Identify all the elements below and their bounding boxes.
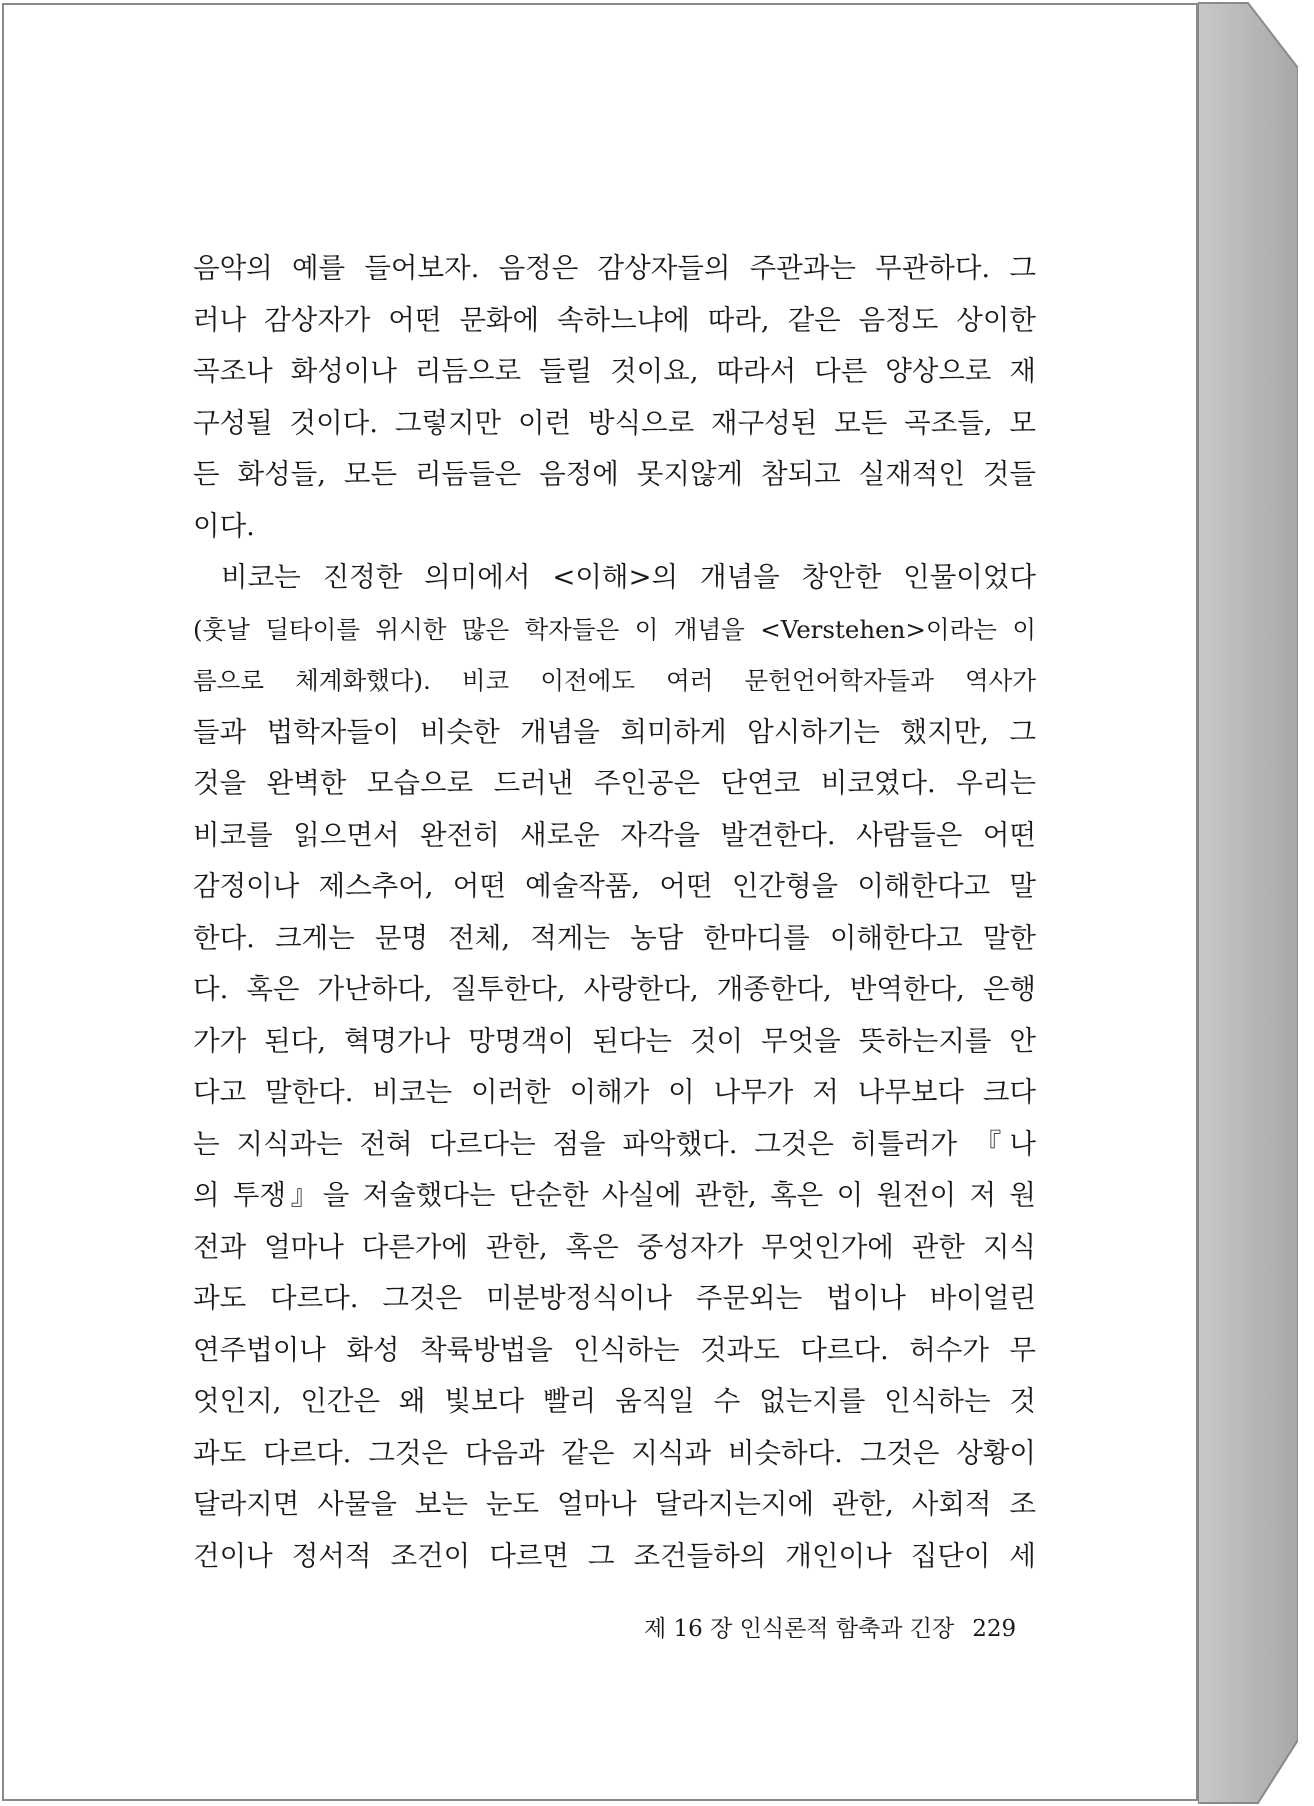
page-number: 229 <box>972 1616 1017 1642</box>
text-line: 비코를 읽으면서 완전히 새로운 자각을 발견한다. 사람들은 어떤 <box>193 818 1036 851</box>
text-line: 건이나 정서적 조건이 다르면 그 조건들하의 개인이나 집단이 세 <box>193 1539 1036 1572</box>
paragraph <box>193 243 1036 552</box>
text-line: 름으로 체계화했다). 비코 이전에도 여러 문헌언어학자들과 역사가 <box>193 666 1036 695</box>
text-line: 곡조나 화성이나 리듬으로 들릴 것이요, 따라서 다른 양상으로 재 <box>193 355 1036 387</box>
paragraph <box>193 552 1036 1582</box>
text-line: 가가 된다, 혁명가나 망명객이 된다는 것이 무엇을 뜻하는지를 안 <box>193 1024 1036 1057</box>
text-line: 달라지면 사물을 보는 눈도 얼마나 달라지는지에 관한, 사회적 조 <box>193 1488 1036 1520</box>
book-spine-edge <box>1198 0 1298 1806</box>
text-line: 과도 다르다. 그것은 미분방정식이나 주문외는 법이나 바이얼린 <box>193 1282 1036 1314</box>
chapter-title: 제 16 장 인식론적 함축과 긴장 <box>644 1616 955 1642</box>
text-line: 들과 법학자들이 비슷한 개념을 희미하게 암시하기는 했지만, 그 <box>193 715 1036 748</box>
book-edge-shape <box>1198 0 1298 1806</box>
text-line: 다. 혹은 가난하다, 질투한다, 사랑한다, 개종한다, 반역한다, 은행 <box>193 973 1036 1005</box>
text-line: 의 투쟁』을 저술했다는 단순한 사실에 관한, 혹은 이 원전이 저 원 <box>193 1179 1036 1211</box>
text-line: 연주법이나 화성 착륙방법을 인식하는 것과도 다르다. 허수가 무 <box>193 1333 1036 1366</box>
text-line: 것을 완벽한 모습으로 드러낸 주인공은 단연코 비코였다. 우리는 <box>193 767 1036 799</box>
text-line: 는 지식과는 전혀 다르다는 점을 파악했다. 그것은 히틀러가 『나 <box>193 1127 1036 1160</box>
text-line: 다고 말한다. 비코는 이러한 이해가 이 나무가 저 나무보다 크다 <box>193 1076 1036 1108</box>
text-line: 비코는 진정한 의미에서 <이해>의 개념을 창안한 인물이었다 <box>221 561 1036 593</box>
text-line: 이다. <box>193 509 255 542</box>
text-line: 음악의 예를 들어보자. 음정은 감상자들의 주관과는 무관하다. 그 <box>193 252 1036 284</box>
page-sheet <box>2 3 1198 1801</box>
body-text <box>193 243 1036 1582</box>
text-line: 한다. 크게는 문명 전체, 적게는 농담 한마디를 이해한다고 말한 <box>193 921 1036 954</box>
text-line: 러나 감상자가 어떤 문화에 속하느냐에 따라, 같은 음정도 상이한 <box>193 303 1036 336</box>
text-line: 엇인지, 인간은 왜 빛보다 빨리 움직일 수 없는지를 인식하는 것 <box>193 1385 1036 1417</box>
text-line: 감정이나 제스추어, 어떤 예술작품, 어떤 인간형을 이해한다고 말 <box>193 870 1036 902</box>
text-line: (훗날 딜타이를 위시한 많은 학자들은 이 개념을 <Verstehen>이라는 이 <box>193 614 1036 644</box>
text-line: 전과 얼마나 다른가에 관한, 혹은 중성자가 무엇인가에 관한 지식 <box>193 1230 1036 1263</box>
text-line: 과도 다르다. 그것은 다음과 같은 지식과 비슷하다. 그것은 상황이 <box>193 1436 1036 1469</box>
text-line: 든 화성들, 모든 리듬들은 음정에 못지않게 참되고 실재적인 것들 <box>193 458 1036 490</box>
text-line: 구성될 것이다. 그렇지만 이런 방식으로 재구성된 모든 곡조들, 모 <box>193 406 1036 439</box>
running-footer <box>644 1609 1017 1649</box>
